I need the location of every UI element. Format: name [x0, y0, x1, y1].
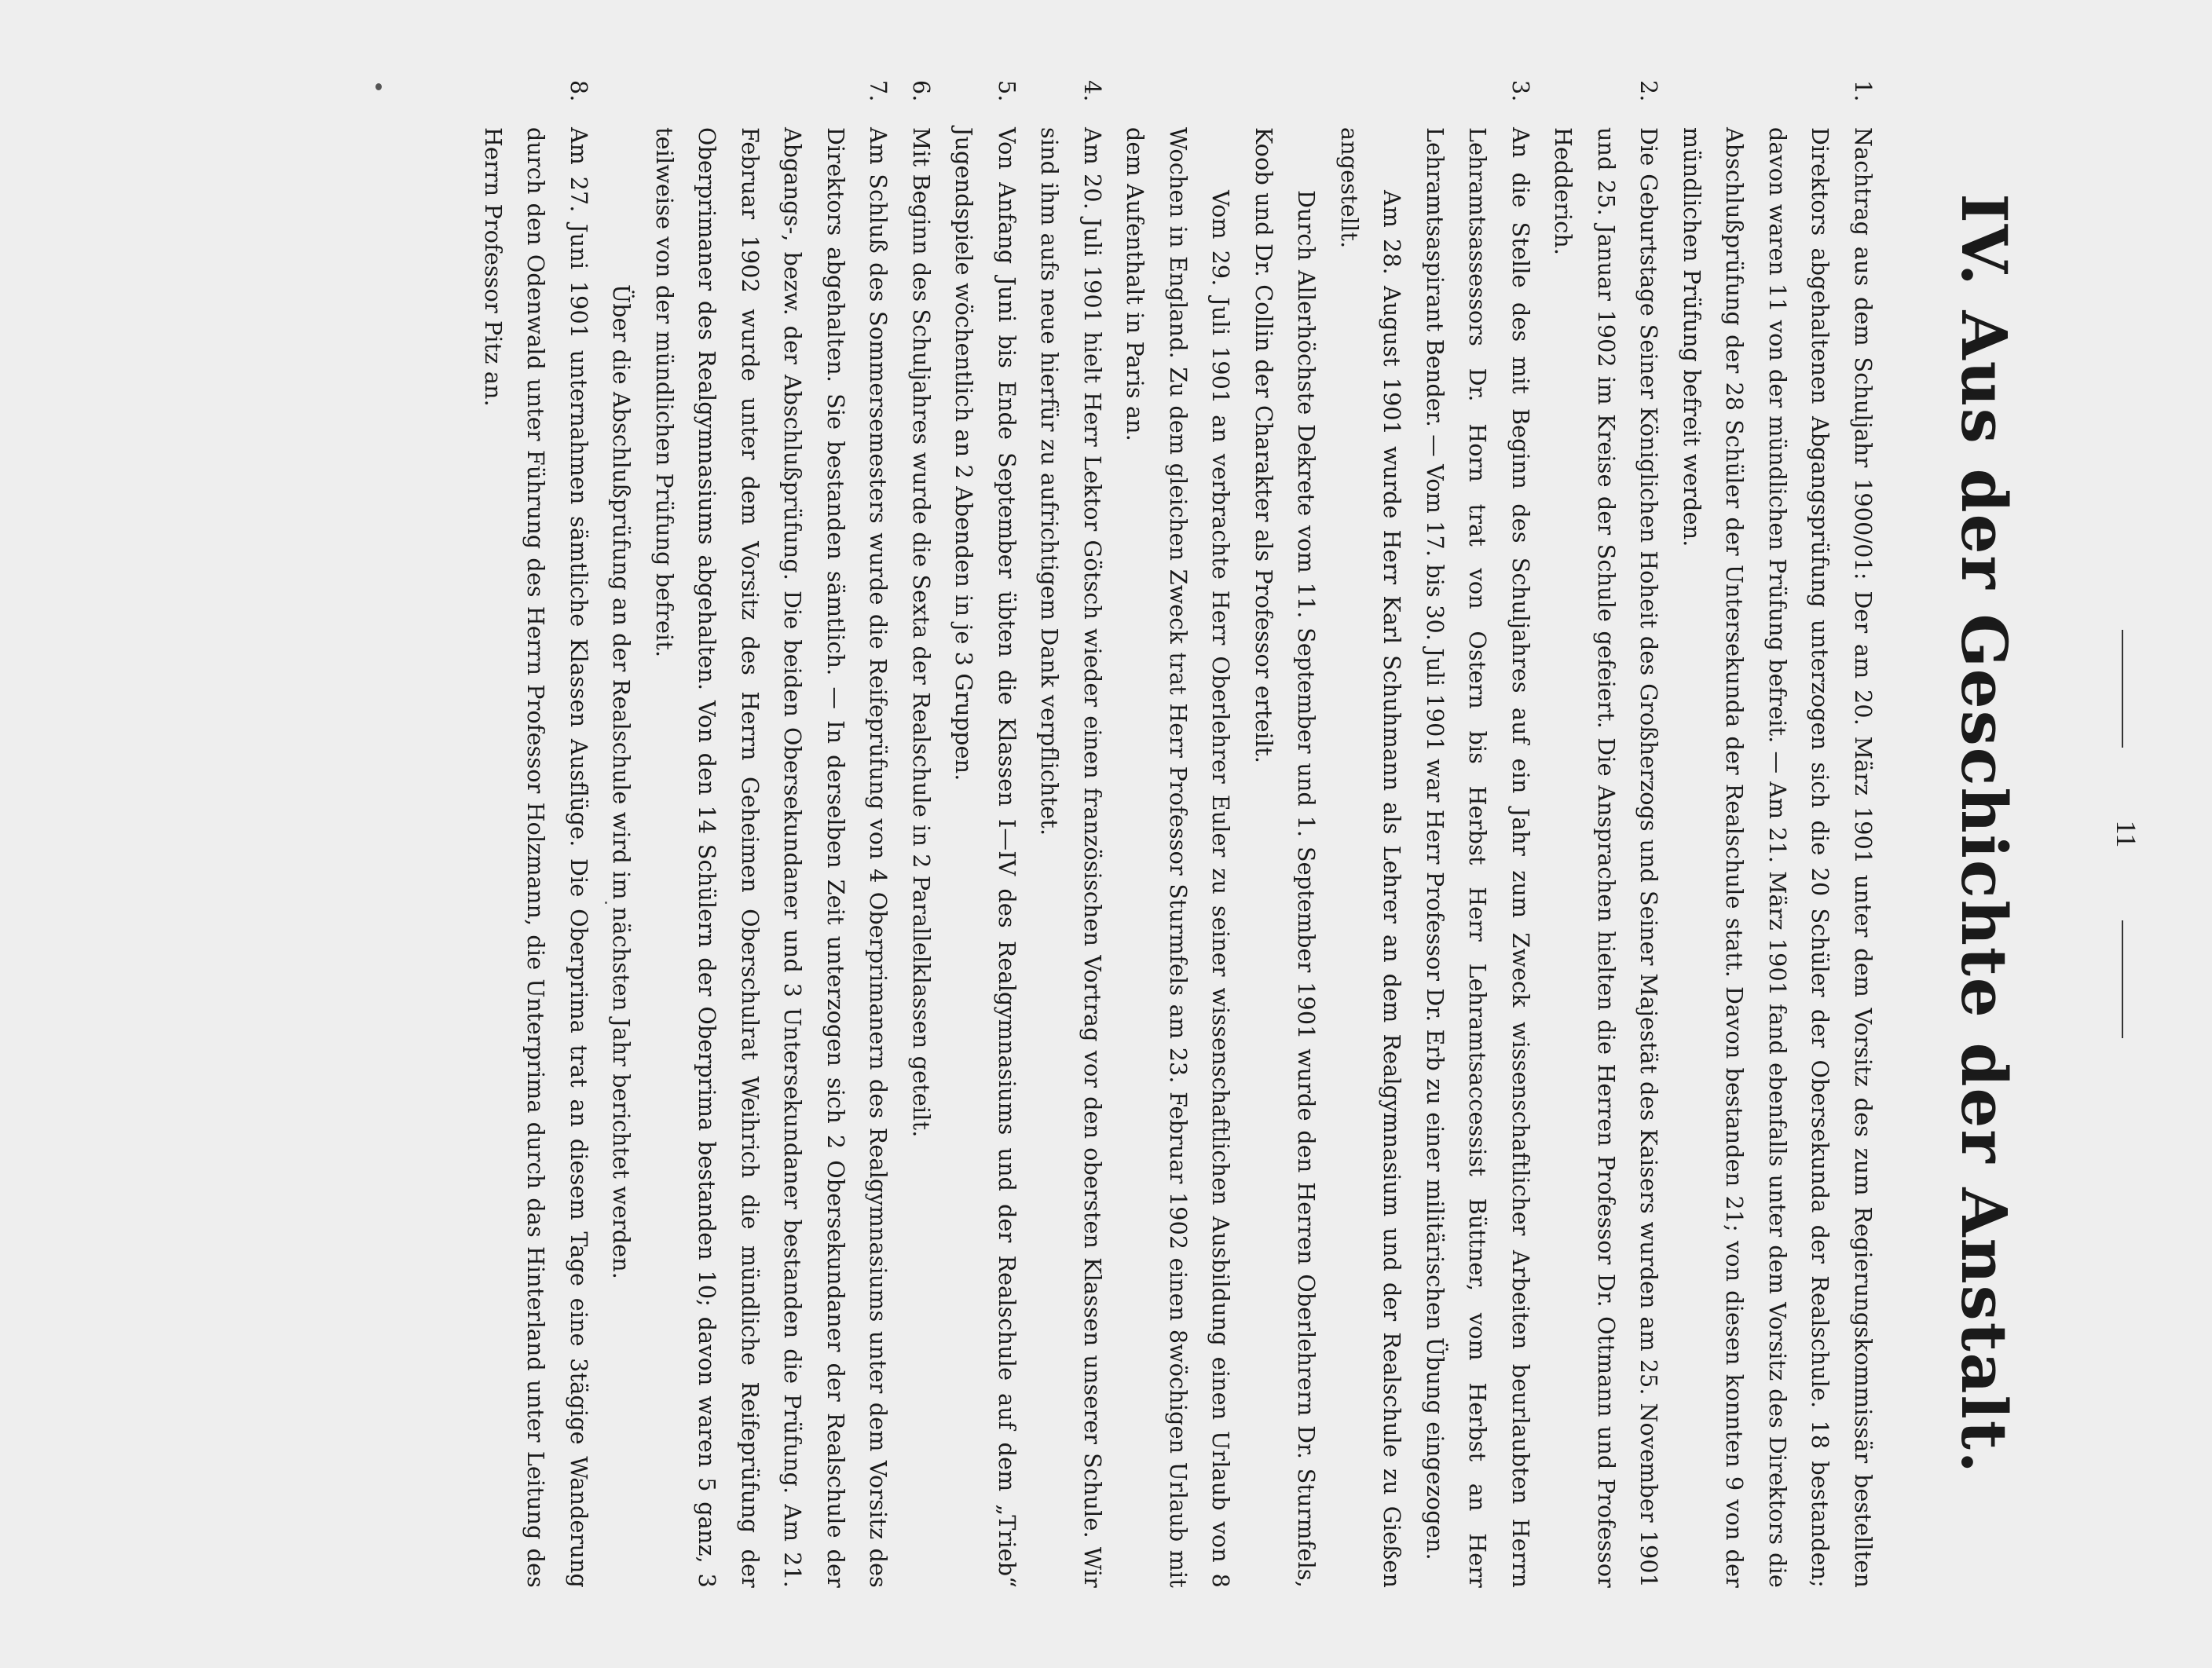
item-text: Die Geburtstage Seiner Königlichen Hoheit des Großherzogs und Seiner Majestät des Kaisers wurden am 25. November 1901 und 25. Januar 1902 im Kreise der Schule gefeiert. Die Ansprachen hielten die Herren Professor Dr. Ottmann und Professor Hedderich.: [1550, 127, 1662, 1588]
paragraph-appointment: Am 28. August 1901 wurde Herr Karl Schuhmann als Lehrer an dem Realgymnasium und der Realschule zu Gießen angestellt.: [1336, 127, 1405, 1588]
list-item-1: [1670, 80, 1884, 1588]
paragraph-exam-note: Über die Abschlußprüfung an der Realschule wird im nächsten Jahr berichtet werden.: [608, 284, 635, 1280]
item-number: 4.: [1079, 80, 1105, 102]
list-item-3: [1413, 80, 1542, 1588]
item-number: 2.: [1635, 80, 1662, 102]
list-item-7: [643, 80, 899, 1588]
paragraph-decrees: Durch Allerhöchste Dekrete vom 11. September und 1. September 1901 wurde den Herren Oberlehrern Dr. Sturmfels, Koob und Dr. Collin der Charakter als Professor erteilt.: [1251, 127, 1320, 1588]
header-rule-right: [2122, 920, 2123, 1038]
item-text: Am 27. Juni 1901 unternahmen sämtliche Klassen Ausflüge. Die Oberprima trat an diesem Tage eine 3tägige Wanderung durch den Odenwald unter Führung des Herrn Professor Holzmann, die Unterprima durch das Hinterland unter Leitung des Herrn Professor Pitz an.: [480, 127, 591, 1588]
item-text: Am Schluß des Sommersemesters wurde die Reifeprüfung von 4 Oberprimanern des Realgymnasiums unter dem Vorsitz des Direktors abgehalten. Sie bestanden sämtlich. — In derselben Zeit unterzogen sich 2 Obersekundaner der Realschule der Abgangs-, bezw. der Abschlußprüfung. Die beiden Obersekundaner und 3 Untersekundaner bestanden die Prüfung. Am 21. Februar 1902 wurde unter dem Vorsitz des Herrn Geheimen Oberschulrat Weihrich die mündliche Reifeprüfung der Oberprimaner des Realgymnasiums abgehalten. Von den 14 Schülern der Oberprima bestanden 10; davon waren 5 ganz, 3 teilweise von der mündlichen Prüfung befreit.: [651, 127, 892, 1588]
item-text: Von Anfang Juni bis Ende September übten die Klassen I—IV des Realgymnasiums und der Realschule auf dem „Trieb“ Jugendspiele wöchentlich an 2 Abenden in je 3 Gruppen.: [950, 127, 1020, 1588]
item-text: Nachtrag aus dem Schuljahr 1900/01: Der am 20. März 1901 unter dem Vorsitz des zum Regierungskommissär bestellten Direktors abgehaltenen Abgangsprüfung unterzogen sich die 20 Schüler der Obersekunda der Realschule. 18 bestanden; davon waren 11 von der mündlichen Prüfung befreit. — Am 21. März 1901 fand ebenfalls unter dem Vorsitz des Direktors die Abschlußprüfung der 28 Schüler der Untersekunda der Realschule statt. Davon bestanden 21; von diesen konnten 9 von der mündlichen Prüfung befreit werden.: [1679, 127, 1876, 1588]
page-number: 11: [2111, 820, 2142, 848]
section-title: IV. Aus der Geschichte der Anstalt.: [1947, 193, 2021, 1475]
item-text: Am 20. Juli 1901 hielt Herr Lektor Götsch wieder einen französischen Vortrag vor den obersten Klassen unserer Schule. Wir sind ihm aufs neue hierfür zu aufrichtigem Dank verpflichtet.: [1036, 127, 1105, 1588]
list-item-8: [471, 80, 600, 1588]
item-number: 1.: [1850, 80, 1876, 102]
item-text: Mit Beginn des Schuljahres wurde die Sexta der Realschule in 2 Parallelklassen geteilt.: [908, 127, 934, 1138]
body-text: [471, 80, 1884, 1588]
item-number: 8.: [566, 80, 591, 102]
list-item-6: [899, 80, 943, 1588]
item-number: 5.: [994, 80, 1020, 102]
item-number: 3.: [1507, 80, 1533, 102]
rotated-text-sheet: [53, 49, 2159, 1619]
item-number: 7.: [865, 80, 892, 102]
list-item-4: [1027, 80, 1113, 1588]
item-text: An die Stelle des mit Beginn des Schuljahres auf ein Jahr zum Zweck wissenschaftlicher Arbeiten beurlaubten Herrn Lehramtsassessors Dr. Horn trat von Ostern bis Herbst Herr Lehramtsaccessist Büttner, vom Herbst an Herr Lehramtsaspirant Bender. — Vom 17. bis 30. Juli 1901 war Herr Professor Dr. Erb zu einer militärischen Übung eingezogen.: [1422, 127, 1533, 1588]
list-item-2: [1541, 80, 1670, 1588]
list-item-5: [942, 80, 1027, 1588]
item-number: 6.: [908, 80, 934, 102]
paragraph-leave: Vom 29. Juli 1901 an verbrachte Herr Oberlehrer Euler zu seiner wissenschaftlichen Ausbildung einen Urlaub von 8 Wochen in England. Zu dem gleichen Zweck trat Herr Professor Sturmfels am 23. Februar 1902 einen 8wöchigen Urlaub mit dem Aufenthalt in Paris an.: [1122, 127, 1234, 1588]
